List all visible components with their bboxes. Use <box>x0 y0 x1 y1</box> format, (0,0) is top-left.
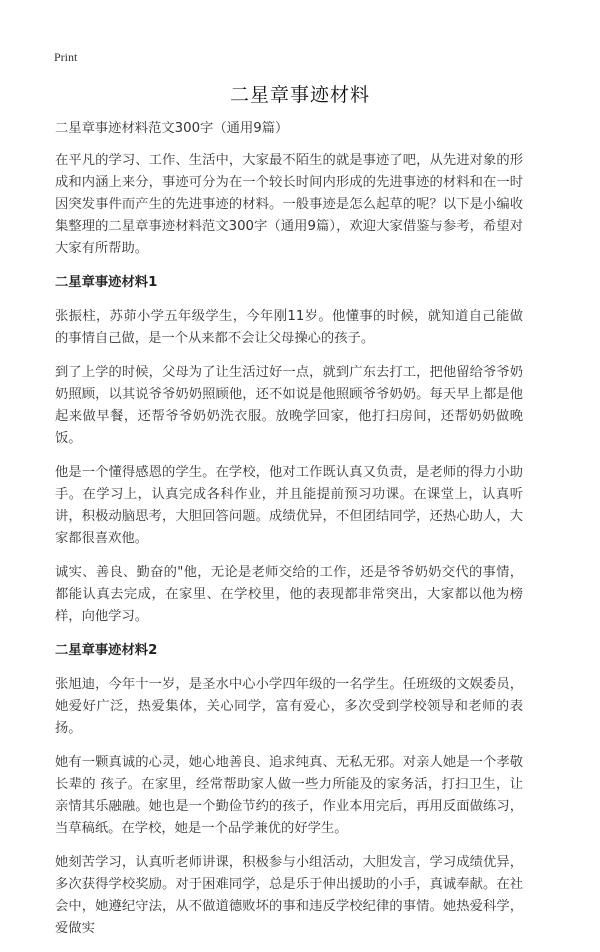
section-heading: 二星章事迹材料2 <box>55 643 158 658</box>
section-paragraph: 她有一颗真诚的心灵，她心地善良、追求纯真、无私无邪。对亲人她是一个孝敬长辈的 孩子。在家里，经常帮助家人做一些力所能及的家务活，打扫卫生，让亲情其乐融融。她也是一个勤俭节约的孩子，作业本用完后，再用反面做练习，当草稿纸。在学校，她是一个品学兼优的好学生。 <box>55 755 523 836</box>
section-heading: 二星章事迹材料1 <box>55 275 158 290</box>
print-label[interactable]: Print <box>54 50 78 64</box>
section-paragraph: 张旭迪，今年十一岁，是圣水中心小学四年级的一名学生。任班级的文娱委员，她爱好广泛，热爱集体，关心同学，富有爱心，多次受到学校领导和老师的表扬。 <box>55 677 523 736</box>
document-subtitle: 二星章事迹材料范文300字（通用9篇） <box>55 121 289 136</box>
section-paragraph: 诚实、善良、勤奋的"他，无论是老师交给的工作，还是爷爷奶奶交代的事情，都能认真去完成，在家里、在学校里，他的表现都非常突出，大家都以他为榜样，向他学习。 <box>55 565 523 624</box>
document-title: 二星章事迹材料 <box>229 84 370 106</box>
section-paragraph: 她刻苦学习，认真听老师讲课，积极参与小组活动，大胆发言，学习成绩优异，多次获得学校奖励。对于困难同学，总是乐于伸出援助的小手，真诚奉献。在社会中，她遵纪守法，从不做道德败坏的事和违反学校纪律的事情。她热爱科学，爱做实 <box>55 855 523 936</box>
section-paragraph: 他是一个懂得感恩的学生。在学校，他对工作既认真又负责，是老师的得力小助手。在学习上，认真完成各科作业，并且能提前预习功课。在课堂上，认真听讲，积极动脑思考，大胆回答问题。成绩优异，不但团结同学，还热心助人，大家都很喜欢他。 <box>55 465 523 546</box>
section-paragraph: 到了上学的时候，父母为了让生活过好一点，就到广东去打工，把他留给爷爷奶奶照顾，以其说爷爷奶奶照顾他，还不如说是他照顾爷爷奶奶。每天早上都是他起来做早餐，还帮爷爷奶奶洗衣服。放晚学回家，他打扫房间，还帮奶奶做晚饭。 <box>55 365 523 446</box>
intro-paragraph: 在平凡的学习、工作、生活中，大家最不陌生的就是事迹了吧，从先进对象的形成和内涵上来分，事迹可分为在一个较长时间内形成的先进事迹的材料和在一时因突发事件而产生的先进事迹的材料。一般事迹是怎么起草的呢？以下是小编收集整理的二星章事迹材料范文300字（通用9篇），欢迎大家借鉴与参考，希望对大家有所帮助。 <box>55 153 523 256</box>
section-paragraph: 张振柱，苏茆小学五年级学生，今年刚11岁。他懂事的时候，就知道自己能做的事情自己做，是一个从来都不会让父母操心的孩子。 <box>55 309 523 346</box>
document-body <box>55 118 523 952</box>
